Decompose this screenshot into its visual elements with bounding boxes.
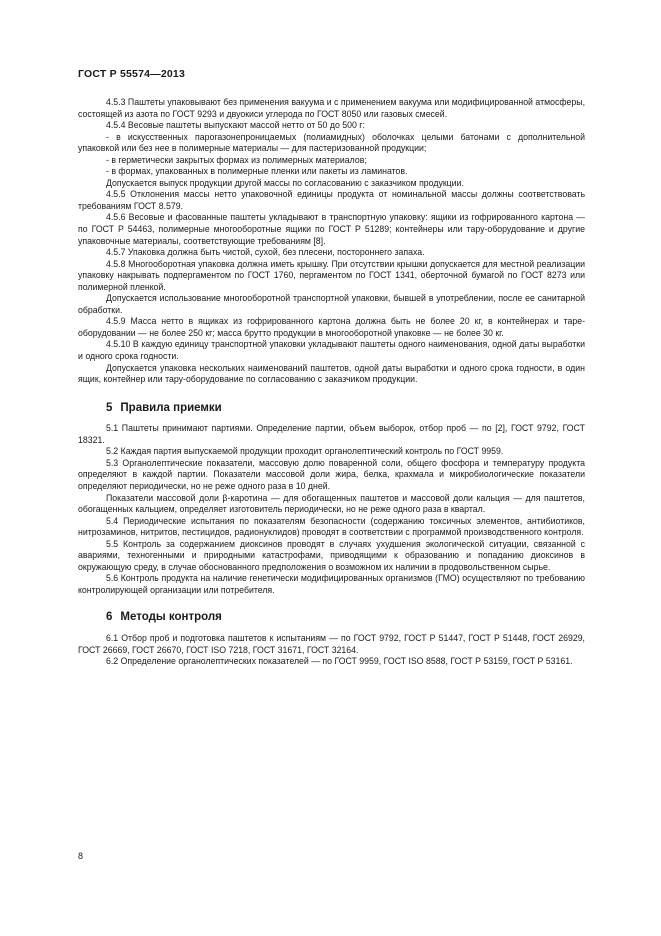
paragraph: 4.5.3 Паштеты упаковывают без применения вакуума и с применением вакуума или модифицированной атмосферы, состоящей из азота по ГОСТ 9293 и двуокиси углерода по ГОСТ 8050 или газовых смесей. [78, 97, 585, 119]
paragraph: Допускается упаковка нескольких наименований паштетов, одной даты выработки и одного срока годности, в один ящик, контейнер или тару-оборудование по согласованию с заказчиком продукции. [78, 362, 585, 385]
section-number: 6 [106, 611, 113, 624]
paragraph: Показатели массовой доли β-каротина — для обогащенных паштетов и массовой доли кальция — для паштетов, обогащенных кальцием, определяет изготовитель периодически, но не реже одного раза в квартал. [78, 492, 585, 515]
section-title: Правила приемки [120, 401, 222, 414]
paragraph: 5.2 Каждая партия выпускаемой продукции проходит органолептический контроль по ГОСТ 9959. [106, 446, 504, 457]
paragraph: 6.2 Определение органолептических показателей — по ГОСТ 9959, ГОСТ ISO 8588, ГОСТ Р 53159, ГОСТ Р 53161. [106, 656, 573, 667]
section-title: Методы контроля [120, 611, 222, 624]
paragraph: 4.5.8 Многооборотная упаковка должна иметь крышку. При отсутствии крышки допускается для местной реализации упаковку накрывать подпергаментом по ГОСТ 1760, пергаментом по ГОСТ 1341, оберточной бумагой по ГОСТ 8273 или полимерной пленкой. [78, 258, 585, 292]
paragraph: 4.5.7 Упаковка должна быть чистой, сухой, без плесени, постороннего запаха. [106, 247, 425, 258]
section-6-content [78, 633, 585, 668]
section-number: 5 [106, 401, 113, 414]
list-item: - в герметически закрытых формах из полимерных материалов; [106, 154, 367, 165]
section-6-heading [78, 612, 585, 624]
section-4-5-continuation [78, 97, 585, 386]
paragraph: 4.5.10 В каждую единицу транспортной упаковки укладывают паштеты одного наименования, одной даты выработки и одного срока годности. [78, 339, 585, 362]
paragraph: 5.3 Органолептические показатели, массовую долю поваренной соли, общего фосфора и температуру продукта определяют в каждой партии. Показатели массовой доли жира, белка, крахмала и микробиологические показатели определяют периодически, но не реже одного раза в 10 дней. [78, 457, 585, 491]
paragraph: 5.1 Паштеты принимают партиями. Определение партии, объем выборок, отбор проб — по [2], ГОСТ 9792, ГОСТ 18321. [78, 423, 585, 445]
paragraph: 4.5.9 Масса нетто в ящиках из гофрированного картона должна быть не более 20 кг, в контейнерах и таре-оборудовании — не более 250 кг; масса брутто продукции в многооборотной упаковке — не более 30 кг. [78, 316, 585, 338]
document-header: ГОСТ Р 55574—2013 [78, 68, 186, 80]
document-body [78, 97, 585, 668]
paragraph: 4.5.6 Весовые и фасованные паштеты укладывают в транспортную упаковку: ящики из гофрированного картона — по ГОСТ Р 54463, полимерные многооборотные ящики по ГОСТ Р 51289; контейнеры или тару-оборудование и другие упаковочные материалы, соответствующие требованиям [8]. [78, 212, 585, 246]
paragraph: 6.1 Отбор проб и подготовка паштетов к испытаниям — по ГОСТ 9792, ГОСТ Р 51447, ГОСТ Р 51448, ГОСТ 26929, ГОСТ 26669, ГОСТ 26670, ГОСТ ISO 7218, ГОСТ 31671, ГОСТ 32164. [78, 632, 585, 655]
paragraph: 5.6 Контроль продукта на наличие генетически модифицированных организмов (ГМО) осуществляют по требованию контролирующей организации или потребителя. [78, 573, 585, 595]
paragraph: 5.4 Периодические испытания по показателям безопасности (содержанию токсичных элементов, антибиотиков, нитрозаминов, нитритов, пестицидов, радионуклидов) проводят в соответствии с программой производственного контроля. [78, 515, 585, 538]
paragraph: Допускается использование многооборотной транспортной упаковки, бывшей в употреблении, после ее санитарной обработки. [78, 293, 585, 315]
list-item: - в формах, упакованных в полимерные пленки или пакеты из ламинатов. [106, 166, 408, 177]
section-5-heading [78, 403, 585, 415]
section-5-content [78, 423, 585, 596]
paragraph: Допускается выпуск продукции другой массы по согласованию с заказчиком продукции. [106, 177, 464, 188]
paragraph: 4.5.4 Весовые паштеты выпускают массой нетто от 50 до 500 г: [106, 120, 365, 131]
list-item: - в искусственных парогазонепроницаемых (полиамидных) оболочках целыми батонами с дополнительной упаковкой или без нее в полимерные материалы — для пастеризованной продукции; [78, 131, 585, 154]
paragraph: 4.5.5 Отклонения массы нетто упаковочной единицы продукта от номинальной массы должны соответствовать требованиям ГОСТ 8.579. [78, 189, 585, 211]
page-number: 8 [78, 851, 84, 861]
paragraph: 5.5 Контроль за содержанием диоксинов проводят в случаях ухудшения экологической ситуации, связанной с авариями, техногенными и природными катастрофами, приводящими к образованию и попаданию диоксинов в окружающую среду, в случае обоснованного предположения о возможном их наличии в продовольственном сырье. [78, 538, 585, 572]
